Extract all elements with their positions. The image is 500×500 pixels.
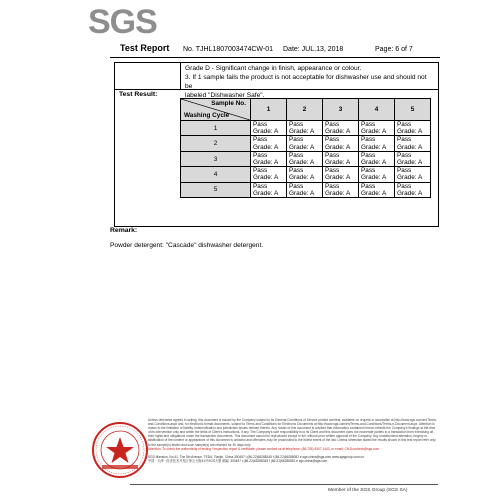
- result-cell: [359, 121, 395, 136]
- result-cell: [287, 182, 323, 197]
- result-cell: [251, 182, 287, 197]
- footer-address-en: SGS Mansion, No.41, The 5th Avenue, TEDA, Tianjin, China 300457 t (86-22)65288345 f (86-22)66288082 e sgs.china@sgs.com www.sgsgroup.com.cn: [148, 454, 364, 459]
- table-row: [181, 182, 431, 197]
- result-grade: Grade: A: [325, 143, 351, 151]
- result-status: Pass: [325, 121, 340, 128]
- result-grade: Grade: A: [325, 159, 351, 167]
- result-grade: Grade: A: [253, 143, 279, 151]
- criteria-line-3: labeled "Dishwasher Safe".: [185, 92, 265, 99]
- result-grade: Grade: A: [325, 189, 351, 197]
- result-grade: Grade: A: [325, 128, 351, 136]
- footer-disclaimer: Unless otherwise agreed in writing, this document is issued by the Company subject to its General Conditions of Service printed overleaf, available on request or accessible at http://www.sgs.com/en/Terms-and-Conditions.aspx and, for electronic format documents, subject to Terms and Conditions for Electronic Documents at http://www.sgs.com/en/Terms-and-Conditions/Terms-e-Document.aspx. Attention is drawn to the limitation of liability, indemnification and jurisdiction issues defined therein. Any holder of this document is advised that information contained hereon reflects the Company's findings at the time of its intervention only and within the limits of Client's instructions, if any. The Company's sole responsibility is to its Client and this document does not exonerate parties to a transaction from exercising all their rights and obligations under the transaction documents. This document cannot be reproduced except in full, without prior written approval of the Company. Any unauthorized alteration, forgery or falsification of the content or appearance of this document is unlawful and offenders may be prosecuted to the fullest extent of the law. Unless otherwise stated the results shown in this test report refer only to the sample(s) tested and such sample(s) are retained for 30 days only.: [148, 418, 437, 447]
- result-status: Pass: [397, 121, 412, 128]
- result-status: Pass: [361, 182, 376, 190]
- result-grade: Grade: A: [361, 189, 387, 197]
- result-cell: [251, 151, 287, 166]
- result-grade: Grade: A: [397, 143, 423, 151]
- header-rule: [110, 57, 440, 58]
- table-corner-header: [181, 99, 251, 121]
- result-cell: [287, 136, 323, 151]
- cycle-cell: 4: [181, 167, 251, 182]
- result-cell: [251, 121, 287, 136]
- result-grade: Grade: A: [253, 128, 279, 136]
- result-cell: [251, 136, 287, 151]
- result-grade: Grade: A: [361, 143, 387, 151]
- result-grade: Grade: A: [361, 159, 387, 167]
- result-status: Pass: [289, 167, 304, 175]
- result-status: Pass: [289, 151, 304, 159]
- result-grade: Grade: A: [397, 189, 423, 197]
- result-grade: Grade: A: [289, 174, 315, 182]
- report-header: [120, 43, 440, 57]
- result-status: Pass: [325, 151, 340, 159]
- footer-text-block: [148, 418, 438, 463]
- result-grade: Grade: A: [289, 159, 315, 167]
- sample-header: 2: [287, 99, 323, 121]
- result-cell: [395, 151, 431, 166]
- report-number: No. TJHL1807003474CW-01: [183, 46, 274, 53]
- cycle-cell: 1: [181, 121, 251, 136]
- result-status: Pass: [253, 182, 268, 190]
- table-row: [181, 136, 431, 151]
- result-status: Pass: [361, 136, 376, 144]
- result-cell: [323, 151, 359, 166]
- criteria-label-column: [115, 63, 181, 89]
- cycle-cell: 5: [181, 182, 251, 197]
- result-cell: [287, 151, 323, 166]
- footer-warning: Attention: To check the authenticity of testing / inspection report & certificate, please contact us at telephone: (86-755) 8307 1443, or email: CN.Doccheck@sgs.com: [148, 446, 380, 451]
- result-status: Pass: [325, 167, 340, 175]
- result-cell: [359, 182, 395, 197]
- result-status: Pass: [397, 151, 412, 159]
- result-grade: Grade: A: [253, 159, 279, 167]
- test-result-label: Test Result:: [119, 91, 158, 98]
- cycle-cell: 3: [181, 151, 251, 166]
- result-cell: [323, 121, 359, 136]
- inspection-stamp-icon: [90, 420, 150, 480]
- sample-header: 4: [359, 99, 395, 121]
- result-status: Pass: [289, 136, 304, 144]
- result-cell: [323, 136, 359, 151]
- result-grade: Grade: A: [397, 159, 423, 167]
- result-cell: [395, 136, 431, 151]
- result-grade: Grade: A: [397, 174, 423, 182]
- criteria-line-1: Grade D - Significant change in finish, appearance or colour.: [185, 65, 362, 72]
- result-status: Pass: [325, 136, 340, 144]
- sgs-member-line: Member of the SGS Group (SGS SA): [328, 488, 408, 493]
- sample-header: 3: [323, 99, 359, 121]
- result-status: Pass: [253, 121, 268, 128]
- footer-address-cn: 中国 · 天津 · 经济技术开发区第五大街41号SGS大厦 邮编: 300457 t (86-22)65288345 f (86-22)66288082 e sgs.china@sgs.com: [148, 458, 328, 463]
- table-row: [181, 167, 431, 182]
- result-cell: [359, 136, 395, 151]
- result-status: Pass: [289, 182, 304, 190]
- result-grade: Grade: A: [397, 128, 423, 136]
- result-status: Pass: [361, 121, 376, 128]
- result-cell: [359, 167, 395, 182]
- corner-cycle-label: Washing Cycle: [184, 112, 230, 119]
- results-header-row: [181, 99, 431, 121]
- result-status: Pass: [325, 182, 340, 190]
- result-cell: [287, 167, 323, 182]
- result-status: Pass: [253, 151, 268, 159]
- table-row: [181, 151, 431, 166]
- result-status: Pass: [397, 167, 412, 175]
- results-table: [180, 98, 431, 198]
- remark-label: Remark:: [110, 227, 138, 234]
- criteria-line-2: 3. If 1 sample fails the product is not acceptable for dishwasher use and should not be: [185, 74, 427, 90]
- result-grade: Grade: A: [289, 189, 315, 197]
- result-grade: Grade: A: [289, 128, 315, 136]
- sample-header: 5: [395, 99, 431, 121]
- result-cell: [287, 121, 323, 136]
- logo-text: SGS: [88, 2, 157, 41]
- result-cell: [251, 167, 287, 182]
- result-grade: Grade: A: [253, 189, 279, 197]
- result-status: Pass: [289, 121, 304, 128]
- remark-text: Powder detergent: "Cascade" dishwasher detergent.: [110, 242, 264, 249]
- sgs-logo: [88, 4, 157, 40]
- result-cell: [359, 151, 395, 166]
- result-grade: Grade: A: [253, 174, 279, 182]
- result-cell: [395, 121, 431, 136]
- report-footer: [90, 418, 438, 488]
- cycle-cell: 2: [181, 136, 251, 151]
- result-cell: [395, 182, 431, 197]
- result-cell: [323, 182, 359, 197]
- result-status: Pass: [361, 151, 376, 159]
- report-date: Date: JUL.13, 2018: [283, 46, 344, 53]
- page-indicator: Page: 6 of 7: [375, 46, 413, 53]
- result-status: Pass: [253, 136, 268, 144]
- report-title: Test Report: [120, 43, 170, 53]
- result-grade: Grade: A: [361, 174, 387, 182]
- result-grade: Grade: A: [289, 143, 315, 151]
- sample-header: 1: [251, 99, 287, 121]
- result-status: Pass: [253, 167, 268, 175]
- corner-sample-label: Sample No.: [211, 100, 246, 107]
- table-row: [181, 121, 431, 136]
- result-grade: Grade: A: [361, 128, 387, 136]
- result-status: Pass: [397, 136, 412, 144]
- result-grade: Grade: A: [325, 174, 351, 182]
- result-status: Pass: [361, 167, 376, 175]
- result-status: Pass: [397, 182, 412, 190]
- footer-rule: [130, 484, 438, 485]
- result-cell: [323, 167, 359, 182]
- result-cell: [395, 167, 431, 182]
